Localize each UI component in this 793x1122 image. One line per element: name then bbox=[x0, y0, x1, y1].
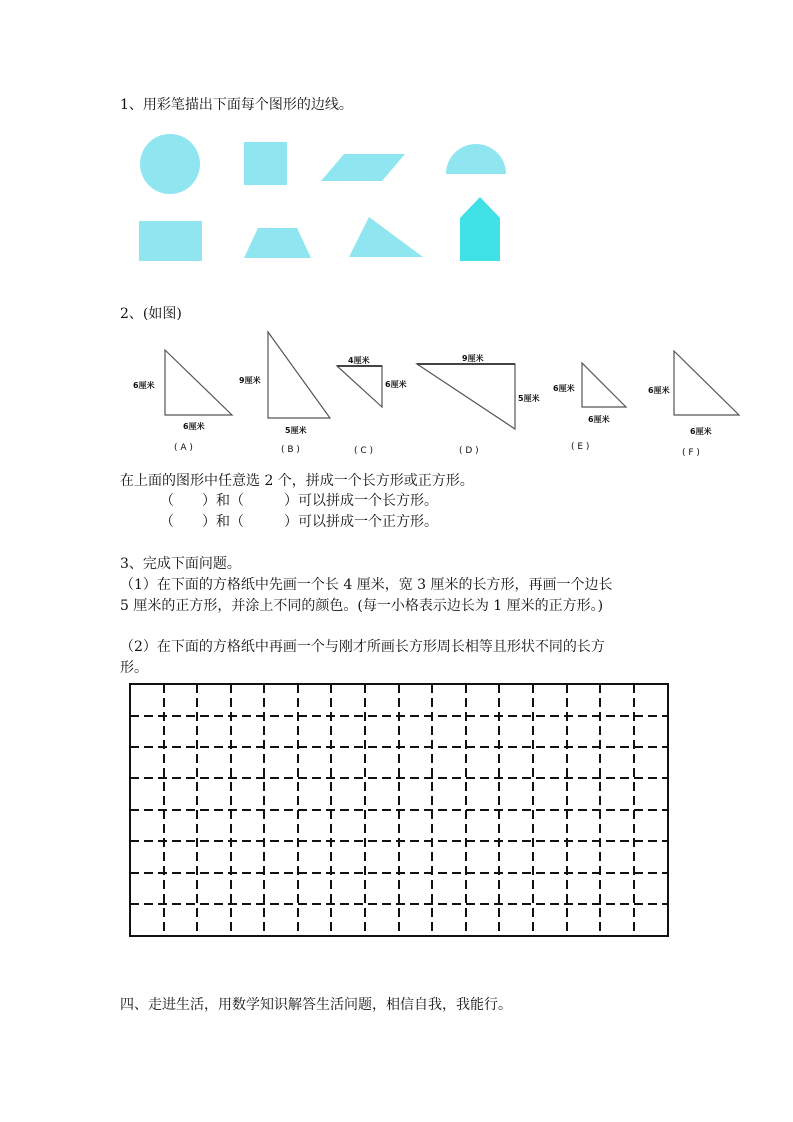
paren-open: （ bbox=[160, 514, 174, 530]
parallelogram-icon bbox=[321, 154, 405, 181]
question-3-part2-line1: （2）在下面的方格纸中再画一个与刚才所画长方形周长相等且形状不同的长方 bbox=[120, 639, 605, 655]
triangle-a bbox=[165, 350, 232, 415]
answer-line-square bbox=[160, 513, 438, 531]
grid-paper[interactable] bbox=[130, 684, 668, 936]
circle-icon bbox=[140, 134, 200, 194]
question-3-title: 3、完成下面问题。 bbox=[120, 556, 241, 572]
triangle-a-caption: ( A ) bbox=[174, 443, 193, 453]
triangle-a-left-label: 6厘米 bbox=[133, 381, 155, 390]
triangle-d-right-label: 5厘米 bbox=[518, 394, 540, 403]
triangle-e bbox=[582, 363, 626, 407]
triangle-b-caption: ( B ) bbox=[281, 445, 300, 455]
rectangle-icon bbox=[139, 221, 202, 261]
triangle-c-top-label: 4厘米 bbox=[348, 356, 370, 365]
triangle-c-right-label: 6厘米 bbox=[385, 380, 407, 389]
triangle-b-left-label: 9厘米 bbox=[239, 376, 261, 385]
question-4-title: 四、走进生活，用数学知识解答生活问题，相信自我，我能行。 bbox=[120, 997, 512, 1013]
triangle-c-caption: ( C ) bbox=[354, 446, 374, 456]
triangle-f-left-label: 6厘米 bbox=[648, 386, 670, 395]
paren-mid: ）和（ bbox=[202, 514, 244, 530]
question-2-title: 2、(如图) bbox=[120, 306, 182, 322]
triangle-d-top-label: 9厘米 bbox=[462, 354, 484, 363]
paren-end: ）可以拼成一个正方形。 bbox=[284, 514, 438, 530]
question-1-title: 1、用彩笔描出下面每个图形的边线。 bbox=[120, 97, 353, 113]
paren-open: （ bbox=[160, 493, 174, 509]
triangle-e-left-label: 6厘米 bbox=[553, 384, 575, 393]
trapezoid-icon bbox=[244, 228, 311, 258]
semicircle-icon bbox=[446, 144, 506, 174]
question-3-part1-line2: 5 厘米的正方形，并涂上不同的颜色。(每一小格表示边长为 1 厘米的正方形。) bbox=[120, 598, 604, 614]
question-2-instruction: 在上面的图形中任意选 2 个，拼成一个长方形或正方形。 bbox=[120, 473, 474, 489]
triangle-b bbox=[268, 332, 330, 418]
triangle-c bbox=[337, 366, 382, 407]
triangle-f-bottom-label: 6厘米 bbox=[690, 427, 712, 436]
triangle-icon bbox=[349, 217, 423, 257]
triangle-b-bottom-label: 5厘米 bbox=[285, 426, 307, 435]
square-icon bbox=[244, 142, 287, 185]
triangle-a-bottom-label: 6厘米 bbox=[183, 422, 205, 431]
question-3-part1-line1: （1）在下面的方格纸中先画一个长 4 厘米，宽 3 厘米的长方形，再画一个边长 bbox=[120, 577, 613, 593]
paren-mid: ）和（ bbox=[202, 493, 244, 509]
triangle-d bbox=[417, 364, 515, 429]
paren-end: ）可以拼成一个长方形。 bbox=[284, 493, 438, 509]
question-3-part2-line2: 形。 bbox=[120, 660, 148, 676]
triangle-d-caption: ( D ) bbox=[459, 446, 479, 456]
answer-line-rectangle bbox=[160, 492, 438, 510]
triangle-f-caption: ( F ) bbox=[682, 448, 700, 458]
triangle-e-caption: ( E ) bbox=[571, 442, 590, 452]
pentagon-house-icon bbox=[460, 197, 500, 261]
triangle-f bbox=[674, 351, 739, 415]
triangle-e-bottom-label: 6厘米 bbox=[588, 415, 610, 424]
